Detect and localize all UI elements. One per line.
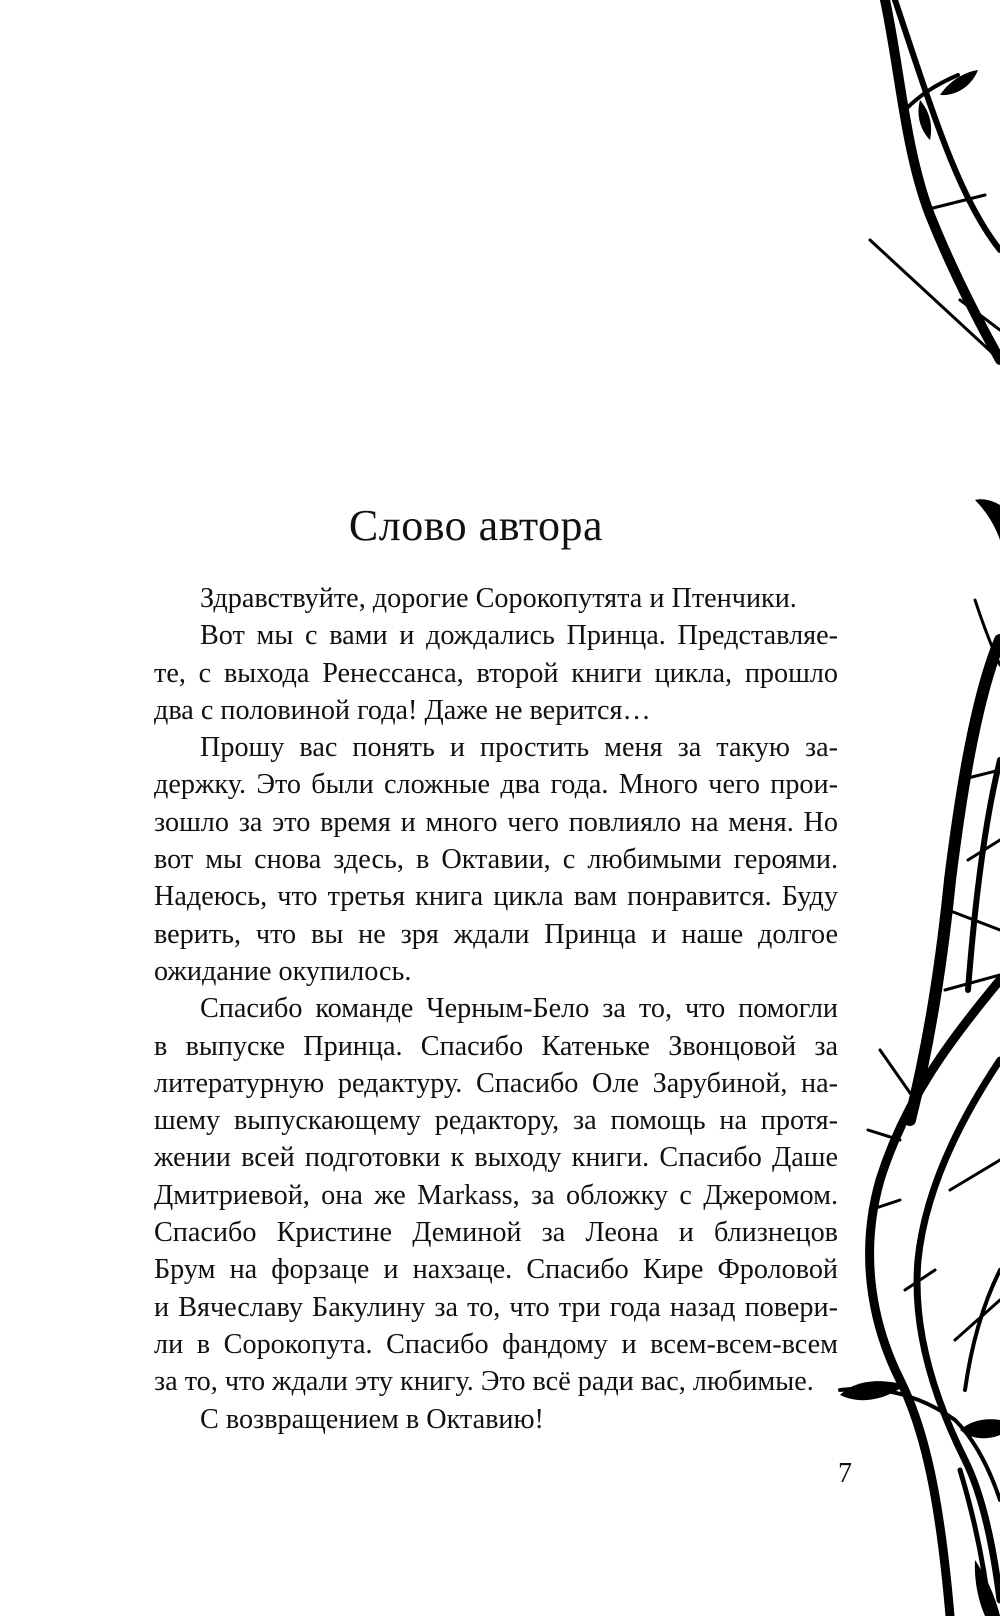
text-line: Брум на форзаце и нахзаце. Спасибо Кире Фроловой (154, 1254, 838, 1286)
text-line: верить, что вы не зря ждали Принца и наше долгое (154, 918, 838, 950)
text-line: Спасибо Кристине Деминой за Леона и близнецов (154, 1217, 838, 1249)
text-line: зошло за это время и много чего повлияло на меня. Но (154, 806, 838, 838)
author-foreword (108, 580, 838, 1438)
text-line: ли в Сорокопута. Спасибо фандому и всем-всем-всем (154, 1328, 838, 1360)
text-line: шему выпускающему редактору, за помощь на протя- (154, 1105, 838, 1137)
text-line: литературную редактуру. Спасибо Оле Зарубиной, на- (154, 1067, 838, 1099)
text-line: держку. Это были сложные два года. Много чего прои- (154, 769, 838, 801)
text-line: Надеюсь, что третья книга цикла вам понравится. Буду (154, 881, 838, 913)
text-line: вот мы снова здесь, в Октавии, с любимыми героями. (154, 844, 838, 876)
text-line: те, с выхода Ренессанса, второй книги цикла, прошло (154, 657, 838, 689)
paragraph (108, 729, 838, 990)
text-line: за то, что ждали эту книгу. Это всё ради вас, любимые. (154, 1366, 814, 1398)
paragraph (108, 580, 838, 617)
text-line: Здравствуйте, дорогие Сорокопутята и Птенчики. (200, 583, 797, 614)
text-line: Прошу вас понять и простить меня за такую за- (200, 732, 838, 764)
page-number: 7 (838, 1458, 852, 1489)
text-line: Дмитриевой, она же Markass, за обложку с Джеромом. (154, 1179, 838, 1211)
text-line: ожидание окупилось. (154, 955, 412, 987)
paragraph (108, 617, 838, 729)
text-line: Вот мы с вами и дождались Принца. Представляе- (200, 620, 838, 652)
text-line: и Вячеславу Бакулину за то, что три года назад повери- (154, 1291, 838, 1323)
text-line: в выпуске Принца. Спасибо Катеньке Звонцовой за (154, 1030, 838, 1062)
text-line: С возвращением в Октавию! (200, 1403, 544, 1435)
text-line: два с половиной года! Даже не верится… (154, 694, 651, 726)
text-line: жении всей подготовки к выходу книги. Спасибо Даше (154, 1142, 838, 1174)
paragraph (108, 990, 838, 1400)
page-title: Слово автора (348, 501, 604, 550)
paragraph (108, 1401, 838, 1438)
text-line: Спасибо команде Черным-Бело за то, что помогли (200, 993, 838, 1025)
